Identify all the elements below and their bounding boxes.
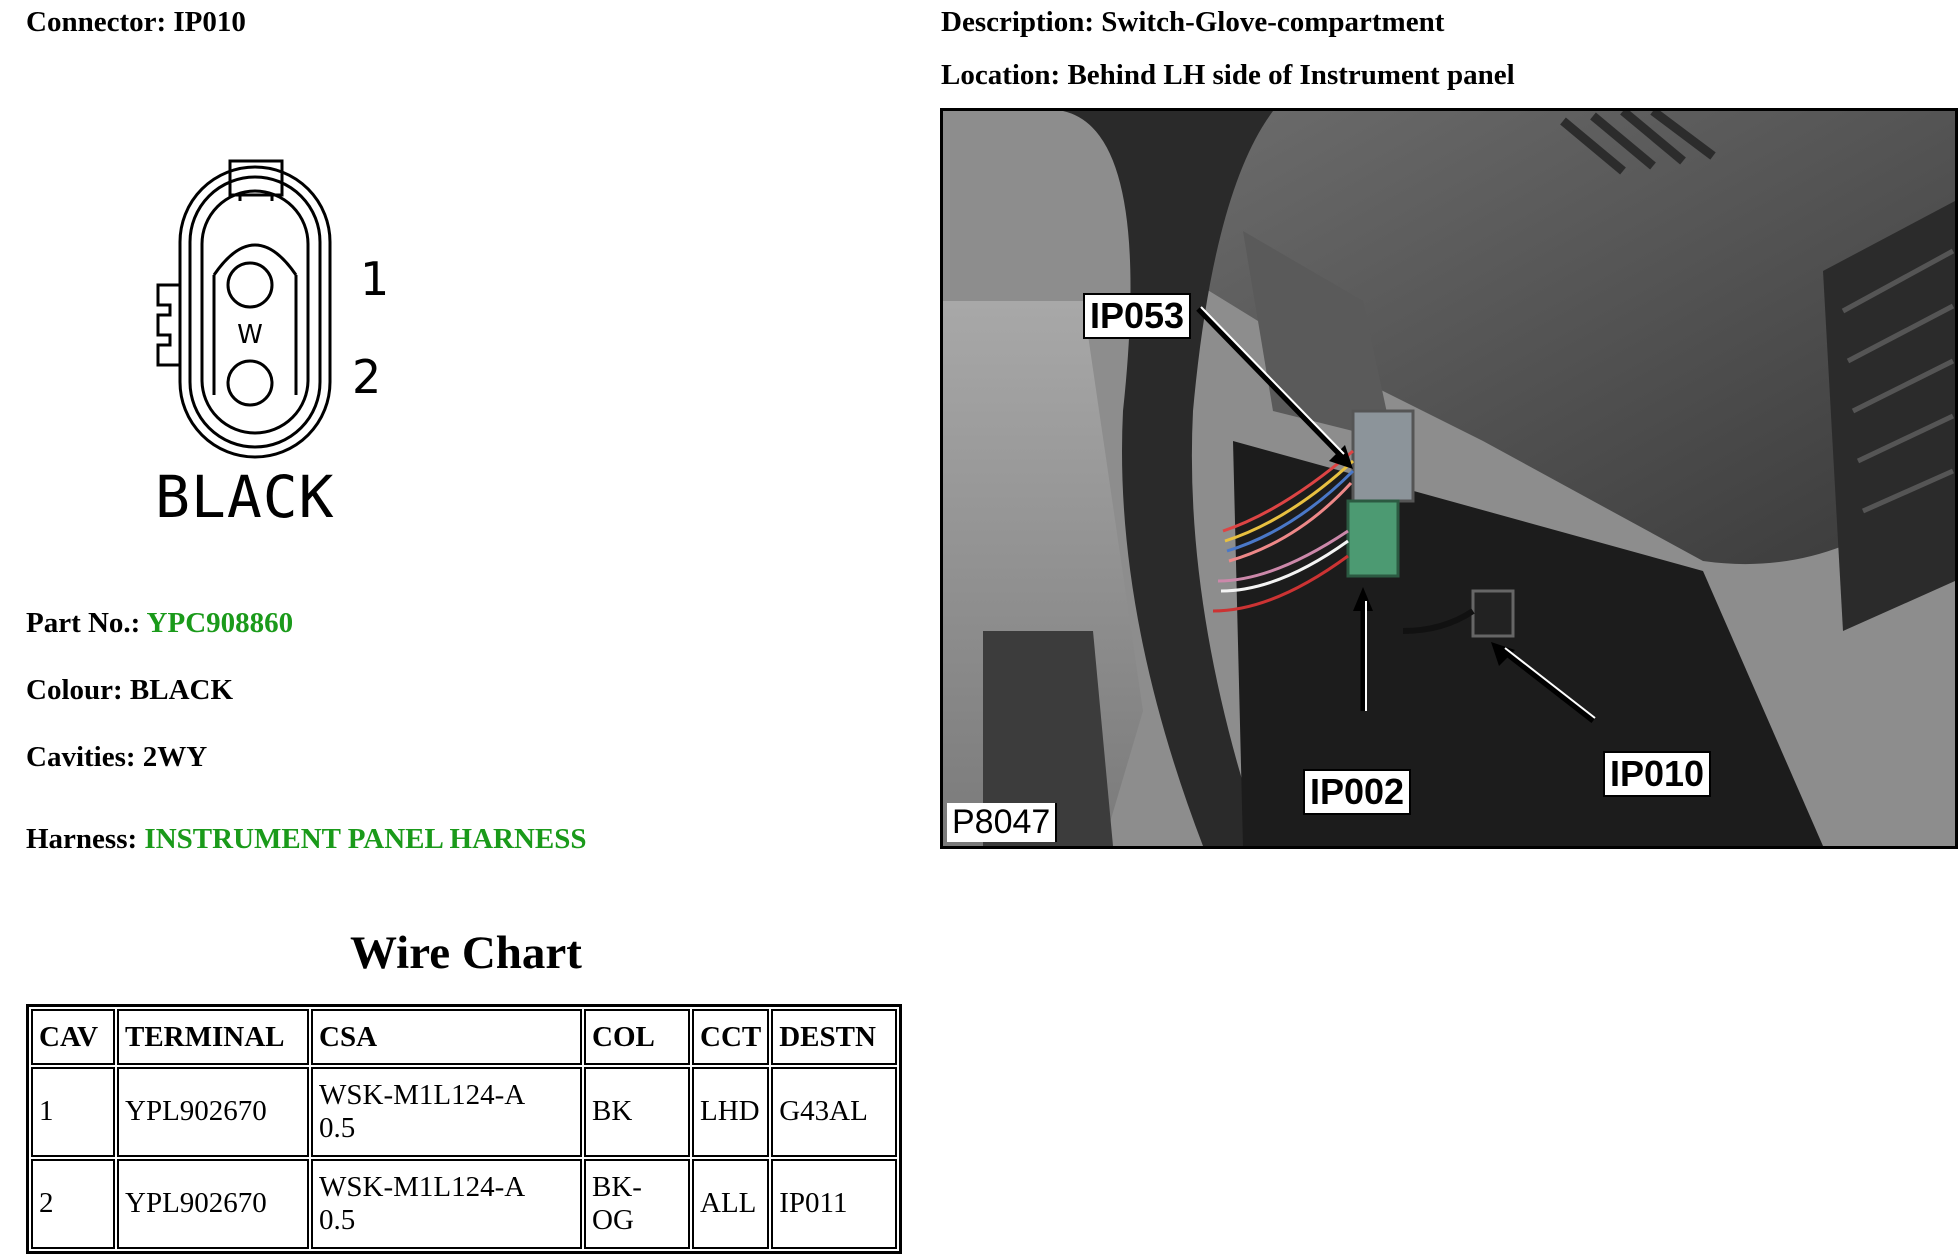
callout-ip010: IP010 bbox=[1603, 751, 1711, 797]
cell-cct: LHD bbox=[692, 1067, 769, 1157]
connector-line bbox=[26, 8, 246, 37]
part-no-line bbox=[26, 609, 293, 638]
callout-ip053: IP053 bbox=[1083, 293, 1191, 339]
location-line bbox=[941, 61, 1515, 90]
wire-chart-title: Wire Chart bbox=[350, 927, 582, 979]
wire-chart-table bbox=[26, 1004, 902, 1254]
connector-value: IP010 bbox=[173, 6, 246, 38]
part-no-link[interactable]: YPC908860 bbox=[146, 607, 294, 639]
cell-csa bbox=[311, 1159, 582, 1249]
cell-destn: G43AL bbox=[771, 1067, 897, 1157]
harness-line bbox=[26, 825, 587, 854]
connector-face-diagram bbox=[150, 155, 410, 465]
connector-label: Connector: bbox=[26, 6, 167, 38]
cavities-label: Cavities: bbox=[26, 741, 136, 773]
description-label: Description: bbox=[941, 6, 1095, 38]
part-no-label: Part No.: bbox=[26, 607, 141, 639]
table-row bbox=[31, 1159, 897, 1249]
pin-1-number: 1 bbox=[360, 252, 390, 306]
csa-spec: WSK-M1L124-A bbox=[319, 1078, 526, 1111]
col-part-1: BK- bbox=[592, 1170, 642, 1203]
cell-cav: 2 bbox=[31, 1159, 115, 1249]
header-destn: DESTN bbox=[771, 1009, 897, 1065]
colour-line bbox=[26, 676, 233, 705]
col-part-2: OG bbox=[592, 1204, 634, 1236]
cell-col bbox=[584, 1159, 690, 1249]
table-row bbox=[31, 1067, 897, 1157]
header-cct: CCT bbox=[692, 1009, 769, 1065]
colour-label: Colour: bbox=[26, 674, 123, 706]
location-label: Location: bbox=[941, 59, 1061, 91]
harness-link[interactable]: INSTRUMENT PANEL HARNESS bbox=[144, 823, 587, 855]
photo-reference-code: P8047 bbox=[947, 803, 1057, 842]
csa-size: 0.5 bbox=[319, 1112, 356, 1144]
cell-terminal: YPL902670 bbox=[117, 1159, 309, 1249]
description-line bbox=[941, 8, 1444, 37]
callout-ip002: IP002 bbox=[1303, 769, 1411, 815]
header-cav: CAV bbox=[31, 1009, 115, 1065]
location-value: Behind LH side of Instrument panel bbox=[1067, 59, 1515, 91]
cavities-line bbox=[26, 743, 207, 772]
photo-illustration bbox=[943, 111, 1955, 846]
cell-col: BK bbox=[584, 1067, 690, 1157]
cell-terminal: YPL902670 bbox=[117, 1067, 309, 1157]
header-terminal: TERMINAL bbox=[117, 1009, 309, 1065]
pin-2-number: 2 bbox=[352, 350, 382, 404]
header-col: COL bbox=[584, 1009, 690, 1065]
colour-value: BLACK bbox=[129, 674, 234, 706]
cell-cav: 1 bbox=[31, 1067, 115, 1157]
connector-colour-caption: BLACK bbox=[155, 463, 335, 531]
cell-csa bbox=[311, 1067, 582, 1157]
cell-destn: IP011 bbox=[771, 1159, 897, 1249]
cavities-value: 2WY bbox=[142, 741, 208, 773]
csa-spec: WSK-M1L124-A bbox=[319, 1170, 526, 1203]
location-photo bbox=[940, 108, 1958, 849]
table-header-row bbox=[31, 1009, 897, 1065]
cell-cct: ALL bbox=[692, 1159, 769, 1249]
csa-size: 0.5 bbox=[319, 1204, 356, 1236]
header-csa: CSA bbox=[311, 1009, 582, 1065]
cavity-mark: W bbox=[237, 320, 263, 350]
description-value: Switch-Glove-compartment bbox=[1101, 6, 1445, 38]
harness-label: Harness: bbox=[26, 823, 138, 855]
